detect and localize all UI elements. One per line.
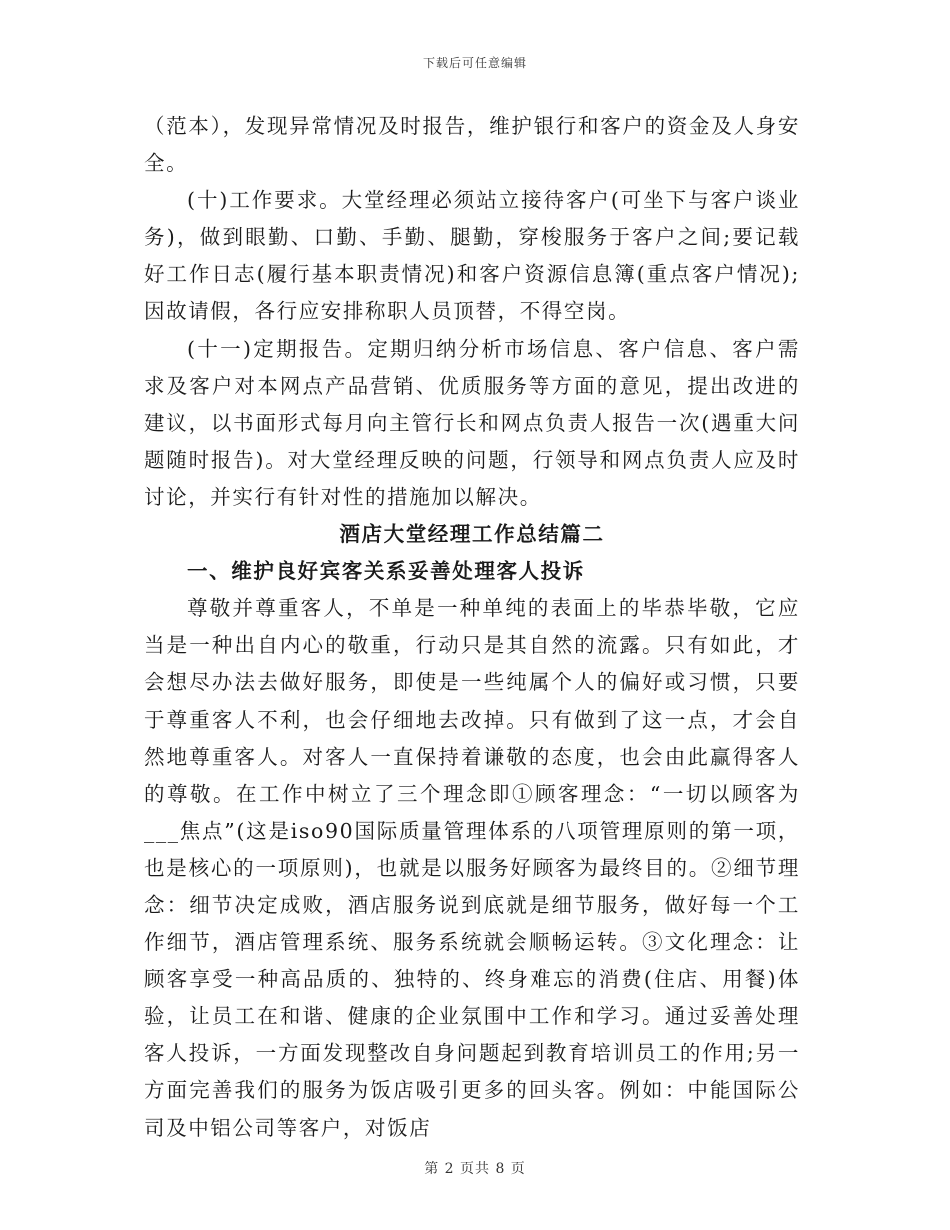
paragraph-work-requirements: (十)工作要求。大堂经理必须站立接待客户(可坐下与客户谈业务)，做到眼勤、口勤、手勤、腿勤，穿梭服务于客户之间;要记载好工作日志(履行基本职责情况)和客户资源信息簿(重点客户情况);因故请假，各行应安排称职人员顶替，不得空岗。 xyxy=(144,188,800,324)
paragraph-periodic-report: (十一)定期报告。定期归纳分析市场信息、客户信息、客户需求及客户对本网点产品营销、优质服务等方面的意见，提出改进的建议，以书面形式每月向主管行长和网点负责人报告一次(遇重大问题随时报告)。对大堂经理反映的问题，行领导和网点负责人应及时讨论，并实行有针对性的措施加以解决。 xyxy=(144,336,800,509)
paragraph-guest-relations: 尊敬并尊重客人，不单是一种单纯的表面上的毕恭毕敬，它应当是一种出自内心的敬重，行动只是其自然的流露。只有如此，才会想尽办法去做好服务，即使是一些纯属个人的偏好或习惯，只要于尊重客人不利，也会仔细地去改掉。只有做到了这一点，才会自然地尊重客人。对客人一直保持着谦敬的态度，也会由此赢得客人的尊敬。在工作中树立了三个理念即①顾客理念：“一切以顾客为___焦点”(这是iso90国际质量管理体系的八项管理原则的第一项，也是核心的一项原则)，也就是以服务好顾客为最终目的。②细节理念：细节决定成败，酒店服务说到底就是细节服务，做好每一个工作细节，酒店管理系统、服务系统就会顺畅运转。③文化理念：让顾客享受一种高品质的、独特的、终身难忘的消费(住店、用餐)体验，让员工在和谐、健康的企业氛围中工作和学习。通过妥善处理客人投诉，一方面发现整改自身问题起到教育培训员工的作用;另一方面完善我们的服务为饭店吸引更多的回头客。例如：中能国际公司及中铝公司等客户，对饭店 xyxy=(144,596,800,1140)
document-body xyxy=(144,108,800,1147)
page-header: 下载后可任意编辑 xyxy=(422,56,527,70)
page-footer: 第 2 页共 8 页 xyxy=(424,1161,526,1177)
subsection-title: 一、维护良好宾客关系妥善处理客人投诉 xyxy=(187,559,585,584)
section-title: 酒店大堂经理工作总结篇二 xyxy=(339,522,605,547)
paragraph-continuation: （范本），发现异常情况及时报告，维护银行和客户的资金及人身安全。 xyxy=(144,114,800,176)
